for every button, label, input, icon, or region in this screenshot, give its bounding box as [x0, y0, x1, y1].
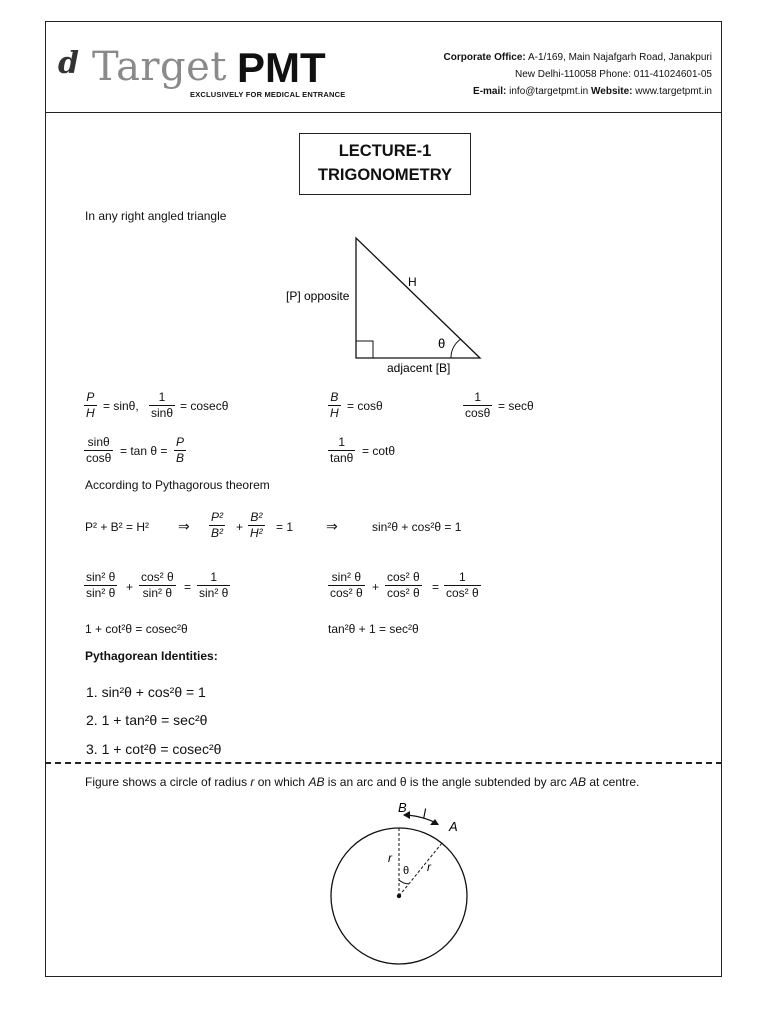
ratio-p2-over-b2: $\frac{\text{P²}}{\text{B²}}$ — [211, 510, 223, 540]
logo-bold: PMT — [237, 44, 326, 91]
ratio-p-over-b: $\frac{P}{B}$ — [176, 435, 185, 465]
tan-equals: = tan θ = — [120, 444, 168, 458]
sin2-over-cos2: $\frac{\text{sin² θ}}{\text{cos² θ}}$ — [330, 570, 363, 600]
derive-plus-right: + — [372, 580, 380, 594]
opposite-label: [P] opposite — [286, 289, 350, 303]
derive-equals-right: = — [432, 580, 440, 594]
sin2-over-sin2: $\frac{\text{sin² θ}}{\text{sin² θ}}$ — [86, 570, 116, 600]
right-angle-marker — [356, 341, 373, 358]
office-line-1: Corporate Office: A-1/169, Main Najafgarh Road, Janakpuri — [443, 52, 712, 63]
derive-plus-left: + — [126, 580, 134, 594]
pythagoras-intro: According to Pythagorous theorem — [85, 478, 270, 492]
equals-one: = 1 — [276, 520, 294, 534]
ratio-p-over-h: $\frac{P}{H}$ — [86, 390, 95, 420]
arc-length-label: l — [423, 806, 426, 821]
lecture-number: LECTURE-1 — [338, 142, 432, 160]
one-over-cos2: $\frac{1}{\text{cos² θ}}$ — [446, 570, 479, 600]
logo-tagline: EXCLUSIVELY FOR MEDICAL ENTRANCE — [190, 90, 346, 99]
cos2-over-cos2: $\frac{\text{cos² θ}}{\text{cos² θ}}$ — [387, 570, 420, 600]
arc-arrow-head-a — [430, 819, 439, 825]
cot-equals: = cotθ — [362, 444, 396, 458]
implies-arrow-2: ⇒ — [326, 518, 338, 534]
centre-angle-arc — [399, 880, 409, 884]
hypotenuse-label: H — [408, 275, 417, 289]
circle-description: Figure shows a circle of radius r on which AB is an arc and θ is the angle subtended by arc AB at centre. — [85, 775, 640, 789]
circle-arc-diagram — [320, 795, 480, 970]
radius-label-left: r — [388, 851, 392, 865]
implies-arrow-1: ⇒ — [178, 518, 190, 534]
radius-label-right: r — [427, 860, 431, 874]
identity-2: 2. 1 + tan²θ = sec²θ — [86, 712, 208, 728]
section-divider — [45, 762, 722, 764]
logo-mark: d — [58, 46, 79, 81]
angle-arc — [451, 339, 461, 358]
lecture-topic: TRIGONOMETRY — [317, 166, 453, 184]
intro-text: In any right angled triangle — [85, 209, 227, 223]
plus-sign: + — [236, 520, 244, 534]
ratio-b-over-h: $\frac{B}{H}$ — [330, 390, 339, 420]
pythagoras-result: sin²θ + cos²θ = 1 — [372, 520, 462, 534]
sin-equals: = sinθ, — [103, 399, 139, 413]
cos2-over-sin2: $\frac{\text{cos² θ}}{\text{sin² θ}}$ — [141, 570, 174, 600]
office-line-2: New Delhi-110058 Phone: 011-41024601-05 — [515, 69, 712, 80]
logo-word: Target — [92, 44, 227, 90]
ratio-one-over-tan: $\frac{1}{\tan\theta}$ — [330, 435, 354, 465]
cos-equals: = cosθ — [347, 399, 383, 413]
derive-equals-left: = — [184, 580, 192, 594]
right-triangle-diagram — [280, 230, 500, 378]
ratio-one-over-cos: $\frac{1}{\cos\theta}$ — [465, 390, 491, 420]
cosec-equals: = cosecθ — [180, 399, 229, 413]
centre-angle-label: θ — [403, 865, 410, 877]
sec-equals: = secθ — [498, 399, 534, 413]
pythagoras-equation: P² + B² = H² — [85, 520, 150, 534]
point-a-label: A — [449, 819, 458, 834]
lecture-title-box — [299, 133, 471, 195]
adjacent-label: adjacent [B] — [387, 361, 451, 375]
one-over-sin2: $\frac{1}{\text{sin² θ}}$ — [199, 570, 229, 600]
ratio-one-over-sin: $\frac{1}{\sin\theta}$ — [151, 390, 174, 420]
ratio-b2-over-h2: $\frac{\text{B²}}{\text{H²}}$ — [250, 510, 263, 540]
derived-cot-identity: 1 + cot²θ = cosec²θ — [85, 622, 188, 636]
identity-1: 1. sin²θ + cos²θ = 1 — [86, 684, 206, 700]
point-b-label: B — [398, 800, 407, 815]
identity-3: 3. 1 + cot²θ = cosec²θ — [86, 741, 222, 757]
angle-theta-label: θ — [438, 336, 446, 351]
derived-tan-identity: tan²θ + 1 = sec²θ — [328, 622, 419, 636]
centre-point — [397, 894, 401, 898]
ratio-sin-over-cos: $\frac{\sin\theta}{\cos\theta}$ — [86, 435, 112, 465]
triangle-shape — [356, 238, 480, 358]
header-divider — [45, 112, 722, 113]
identities-heading: Pythagorean Identities: — [85, 649, 218, 663]
office-line-3: E-mail: info@targetpmt.in Website: www.targetpmt.in — [473, 86, 712, 97]
